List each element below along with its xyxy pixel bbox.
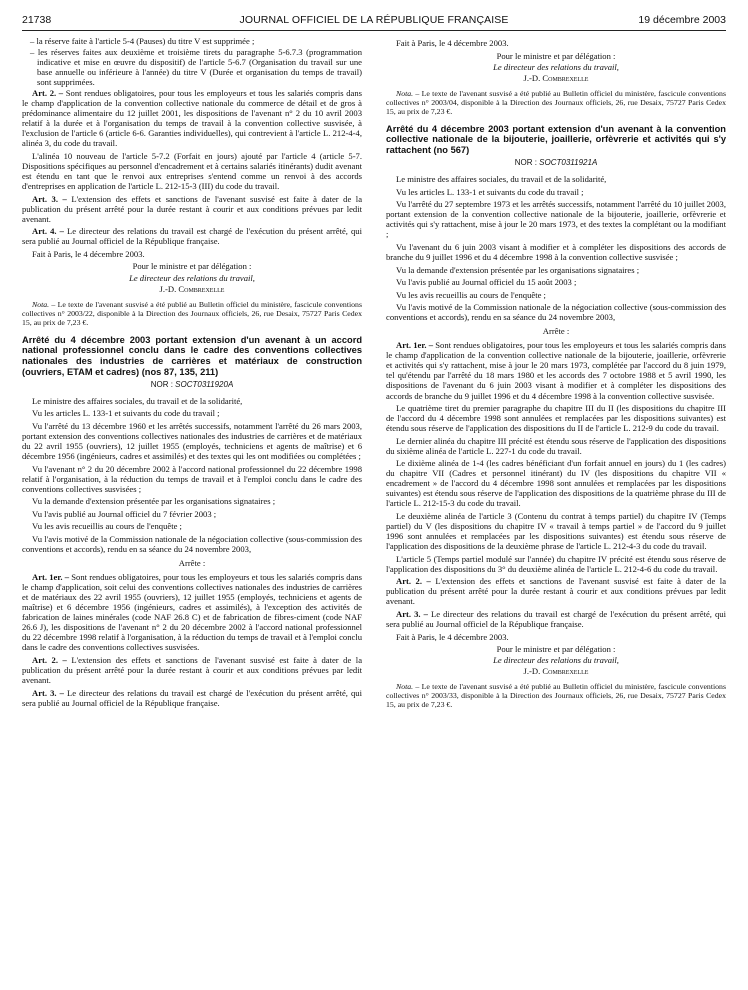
signature-role: Le directeur des relations du travail, <box>493 61 619 72</box>
place-date: Fait à Paris, le 4 décembre 2003. <box>396 38 509 48</box>
signature-role: Le directeur des relations du travail, <box>493 655 619 666</box>
arrete-heading: Arrête : <box>178 558 206 569</box>
vise: Vu les articles L. 133-1 et suivants du code du travail ; <box>32 408 220 419</box>
paragraph: L'article 5 (Temps partiel modulé sur l'année) du chapitre IV précité est étendu sous réserve de l'application des dispositions du 3° du deuxième alinéa de l'article L. 212-4-6 du code du travail. <box>386 553 726 574</box>
article-text: Le directeur des relations du travail est chargé de l'exécution du présent arrêté, qui sera publié au Journal officiel de la République française. <box>386 608 726 629</box>
nota-text: Le texte de l'avenant susvisé a été publié au Bulletin officiel du ministère, fascicule conventions collectives n° 2003/22, disponible à la Direction des Journaux officiels, 26, rue Desaix, 75727 Paris Cedex 15, au prix de 7,23 €. <box>22 299 362 327</box>
vise: Vu les articles L. 133-1 et suivants du code du travail ; <box>396 186 584 197</box>
article-3 <box>22 194 362 224</box>
vise: Vu l'arrêté du 27 septembre 1973 et les arrêtés successifs, notamment l'arrêté du 10 juillet 2003, portant extension de la convention collective nationale de la bijouterie, joaillerie, orfèvrerie et activités qui s'y rattachent, mise à jour le 20 mars 1973, et des textes la complétant ou la modifiant ; <box>386 199 726 240</box>
signature-name: J.-D. Combrexelle <box>159 283 225 294</box>
nota-text: Le texte de l'avenant susvisé a été publié au Bulletin officiel du ministère, fascicule conventions collectives n° 2003/33, disponible à la Direction des Journaux officiels, 26, rue Desaix, 75727 Paris Cedex 15, au prix de 7,23 €. <box>386 682 726 710</box>
article-label: Art. 1er. – <box>32 572 70 583</box>
nota <box>386 682 726 709</box>
place-date: Fait à Paris, le 4 décembre 2003. <box>32 248 145 259</box>
vise: Vu l'arrêté du 13 décembre 1960 et les arrêtés successifs, notamment l'arrêté du 26 mars 2003, portant extension des conventions collectives nationales des industries de carrières et de matériaux du 22 avril 1955 (ouvriers), 12 juillet 1955 (employés, techniciens et agents de maîtrise) et 6 décembre 1956 (ingénieurs, cadres et assimilés) et des textes qui les ont modifiées ou complétées ; <box>22 420 362 462</box>
vise: Vu les avis recueillis au cours de l'enquête ; <box>396 289 546 300</box>
nor-label: NOR : <box>514 158 540 168</box>
right-column <box>386 36 726 717</box>
signature-name: J.-D. Combrexelle <box>523 666 589 677</box>
article-text: Sont rendues obligatoires, pour tous les employeurs et tous les salariés compris dans le champ d'application de la convention collective nationale de la bijouterie, joaillerie, orfèvrerie et activités qui s'y rattachent, mise à jour le 20 mars 1973, complétée par l'accord du 8 juin 1979, tel qu'étendu par l'arrêté du 18 mars 1980 et les accords des 7 octobre 1988 et 5 avril 1990, les dispositions de l'avenant du 6 juin 2003 visant à modifier et à compléter les dispositions des accords de branche du 9 juillet 1996 et du 4 décembre 1998 à la convention collective susvisée. <box>386 340 726 401</box>
article-3 <box>386 609 726 629</box>
vise: Vu l'avenant n° 2 du 20 décembre 2002 à l'accord national professionnel du 22 décembre 1998 relatif à l'organisation, à la réduction du temps de travail et à l'emploi conclu dans le cadre des conventions collectives susvisées ; <box>22 463 362 494</box>
vise: Le ministre des affaires sociales, du travail et de la solidarité, <box>396 174 607 185</box>
place-date: Fait à Paris, le 4 décembre 2003. <box>396 631 509 642</box>
vise: Vu la demande d'extension présentée par les organisations signataires ; <box>32 496 276 507</box>
signature-delegation: Pour le ministre et par délégation : <box>132 261 252 272</box>
vise: Le ministre des affaires sociales, du travail et de la solidarité, <box>32 395 243 406</box>
signature-name: J.-D. Combrexelle <box>523 72 589 83</box>
signature-delegation: Pour le ministre et par délégation : <box>496 50 616 61</box>
article-1 <box>22 572 362 652</box>
article-text: Sont rendues obligatoires, pour tous les employeurs et tous les salariés compris dans le champ d'application de la convention collective nationale du commerce de détail et de gros à prédominance alimentaire du 12 juillet 2001, les dispositions de l'avenant n° 2 du 10 avril 2003 relatif à la durée et à l'organisation du temps de travail à la convention collective susvisée, à l'exclusion de l'article 6 (article 6-6. Garanties individuelles), qui contrevient à l'article L. 212-4-4, alinéa 3, du code du travail. <box>22 88 362 149</box>
nota <box>386 89 726 116</box>
page-number: 21738 <box>22 14 52 26</box>
paragraph: Le deuxième alinéa de l'article 3 (Contenu du contrat à temps partiel) du chapitre IV (Temps partiel) du V (les dispositions du chapitre IV « travail à temps partiel » de l'accord du 9 juillet 1996 sont annulées et remplacées par les dispositions suivantes) est étendu sous réserve de l'application des dispositions de la deuxième phrase de l'article L. 212-4-3 du code du travail. <box>386 511 726 552</box>
nota-text: Le texte de l'avenant susvisé a été publié au Bulletin officiel du ministère, fascicule conventions collectives n° 2003/04, disponible à la Direction des Journaux officiels, 26, rue Desaix, 75727 Paris Cedex 15, au prix de 7,23 €. <box>386 88 726 116</box>
article-label: Art. 3. – <box>32 687 64 698</box>
article-text: L'extension des effets et sanctions de l'avenant susvisé est faite à dater de la publication du présent arrêté pour la durée restant à courir et aux conditions prévues par ledit avenant. <box>22 654 363 686</box>
decree-title: Arrêté du 4 décembre 2003 portant extension d'un avenant à un accord national professionnel conclu dans le cadre des conventions collectives nationales des industries de carrières et matériaux de construction (ouvriers, ETAM et cadres) (nos 87, 135, 211) <box>22 334 362 378</box>
article-2 <box>22 88 362 148</box>
article-text: Sont rendues obligatoires, pour tous les employeurs et tous les salariés compris dans le champ d'application, soit celui des conventions collectives nationales des industries de carrières et de matériaux des 22 avril 1955 (ouvriers), 12 juillet 1955 (employés, techniciens et agents de maîtrise) et 6 décembre 1956 (ingénieurs, cadres et assimilés), à l'exception des activités de fabrication de laines minérales (code NAF 26.8 C) et de fabrication de fibres-ciment (code NAF 26.6 J), les dispositions de l'avenant n° 2 du 20 décembre 2002 à l'accord national professionnel du 22 décembre 1998 relatif à l'organisation, à la réduction du temps de travail et à l'emploi conclu dans le cadre des conventions collectives susvisées. <box>22 572 362 653</box>
vise: Vu l'avenant du 6 juin 2003 visant à modifier et à compléter les dispositions des accords de branche du 9 juillet 1996 et du 4 décembre 1998 à la convention collective susvisée ; <box>386 241 726 262</box>
article-2 <box>22 655 362 685</box>
arrete-heading: Arrête : <box>542 326 570 337</box>
signature-role: Le directeur des relations du travail, <box>129 272 255 283</box>
article-label: Art. 3. – <box>396 608 428 619</box>
article-text: Le directeur des relations du travail est chargé de l'exécution du présent arrêté, qui sera publié au Journal officiel de la République française. <box>22 226 362 247</box>
nor-label: NOR : <box>150 379 176 389</box>
signature-delegation: Pour le ministre et par délégation : <box>496 644 616 655</box>
paragraph: L'alinéa 10 nouveau de l'article 5-7.2 (Forfait en jours) ajouté par l'article 4 (article 5-7. Dispositions spécifiques au personnel d'encadrement et à certains salariés itinérants) dudit avenant est étendu en tant que le renvoi aux entreprises s'entend comme un renvoi à des accords d'entreprises en application de l'article L. 212-15-3 (III) du code du travail. <box>22 151 362 192</box>
vise: Vu l'avis publié au Journal officiel du 7 février 2003 ; <box>32 508 217 519</box>
nor-reference <box>386 158 726 168</box>
article-label: Art. 2. – <box>396 576 431 587</box>
vise: Vu l'avis motivé de la Commission nationale de la négociation collective (sous-commission des conventions et accords), rendu en sa séance du 24 novembre 2003, <box>386 302 726 323</box>
vise: Vu la demande d'extension présentée par les organisations signataires ; <box>396 264 640 275</box>
bullet-item: – les réserves faites aux deuxième et troisième tirets du paragraphe 5-6.7.3 (programmation indicative et mise en œuvre du dispositif) de l'article 5-6.7 (Organisation du travail sur une base annuelle ou inférieure à l'année) du titre V (Durée et organisation du temps de travail) sont supprimées. <box>30 47 362 88</box>
nor-code: SOCT0311921A <box>539 158 598 168</box>
header-rule <box>22 30 726 31</box>
paragraph: Le quatrième tiret du premier paragraphe du chapitre III du II (les dispositions du chapitre III de l'accord du 4 décembre 1998 sont annulées et remplacées par les dispositions suivantes) est étendu sous réserve de l'application des dispositions du II de l'article L. 212-9 du code du travail. <box>386 403 726 434</box>
nor-code: SOCT0311920A <box>175 379 234 389</box>
article-1 <box>386 340 726 400</box>
article-3 <box>22 688 362 708</box>
journal-title: JOURNAL OFFICIEL DE LA RÉPUBLIQUE FRANÇAISE <box>239 14 509 26</box>
paragraph: Le dixième alinéa de 1-4 (les cadres bénéficiant d'un forfait annuel en jours) du 1 (les cadres) du chapitre VII (Cadres et personnel itinérant) du IV (les dispositions du chapitre VII « encadrement » de l'accord du 4 décembre 1998 sont annulées et remplacées par les dispositions suivantes) est étendu sous réserve de l'application des dispositions de la quatrième phrase du III de l'article L. 212-15-3 du code du travail. <box>386 458 726 509</box>
nota-label: Nota. – <box>396 682 420 692</box>
decree-title: Arrêté du 4 décembre 2003 portant extension d'un avenant à la convention collective nationale de la bijouterie, joaillerie, orfèvrerie et activités qui s'y rattachent (no 567) <box>386 123 726 156</box>
page-header <box>22 14 726 28</box>
nor-reference <box>22 380 362 390</box>
article-2 <box>386 576 726 606</box>
issue-date: 19 décembre 2003 <box>638 14 726 26</box>
left-column <box>22 36 362 710</box>
vise: Vu les avis recueillis au cours de l'enquête ; <box>32 521 182 532</box>
article-label: Art. 3. – <box>32 193 67 204</box>
paragraph: Le dernier alinéa du chapitre III précité est étendu sous réserve de l'application des dispositions du sixième alinéa de l'article L. 227-1 du code du travail. <box>386 435 726 456</box>
article-label: Art. 1er. – <box>396 340 434 351</box>
vise: Vu l'avis motivé de la Commission nationale de la négociation collective (sous-commission des conventions et accords), rendu en sa séance du 24 novembre 2003, <box>22 533 362 554</box>
article-4 <box>22 226 362 246</box>
article-text: L'extension des effets et sanctions de l'avenant susvisé est faite à dater de la publication du présent arrêté pour la durée restant à courir et aux conditions prévues par ledit avenant. <box>386 576 727 607</box>
article-text: L'extension des effets et sanctions de l'avenant susvisé est faite à dater de la publication du présent arrêté pour la durée restant à courir et aux conditions prévues par ledit avenant. <box>22 193 363 224</box>
nota-label: Nota. – <box>396 88 420 98</box>
vise: Vu l'avis publié au Journal officiel du 15 août 2003 ; <box>396 277 577 288</box>
article-text: Le directeur des relations du travail est chargé de l'exécution du présent arrêté, qui sera publié au Journal officiel de la République française. <box>22 687 362 708</box>
nota <box>22 300 362 327</box>
article-label: Art. 2. – <box>32 654 67 665</box>
bullet-item: – la réserve faite à l'article 5-4 (Pauses) du titre V est supprimée ; <box>30 36 255 46</box>
article-label: Art. 4. – <box>32 226 64 237</box>
article-label: Art. 2. – <box>32 88 64 99</box>
nota-label: Nota. – <box>32 299 56 309</box>
